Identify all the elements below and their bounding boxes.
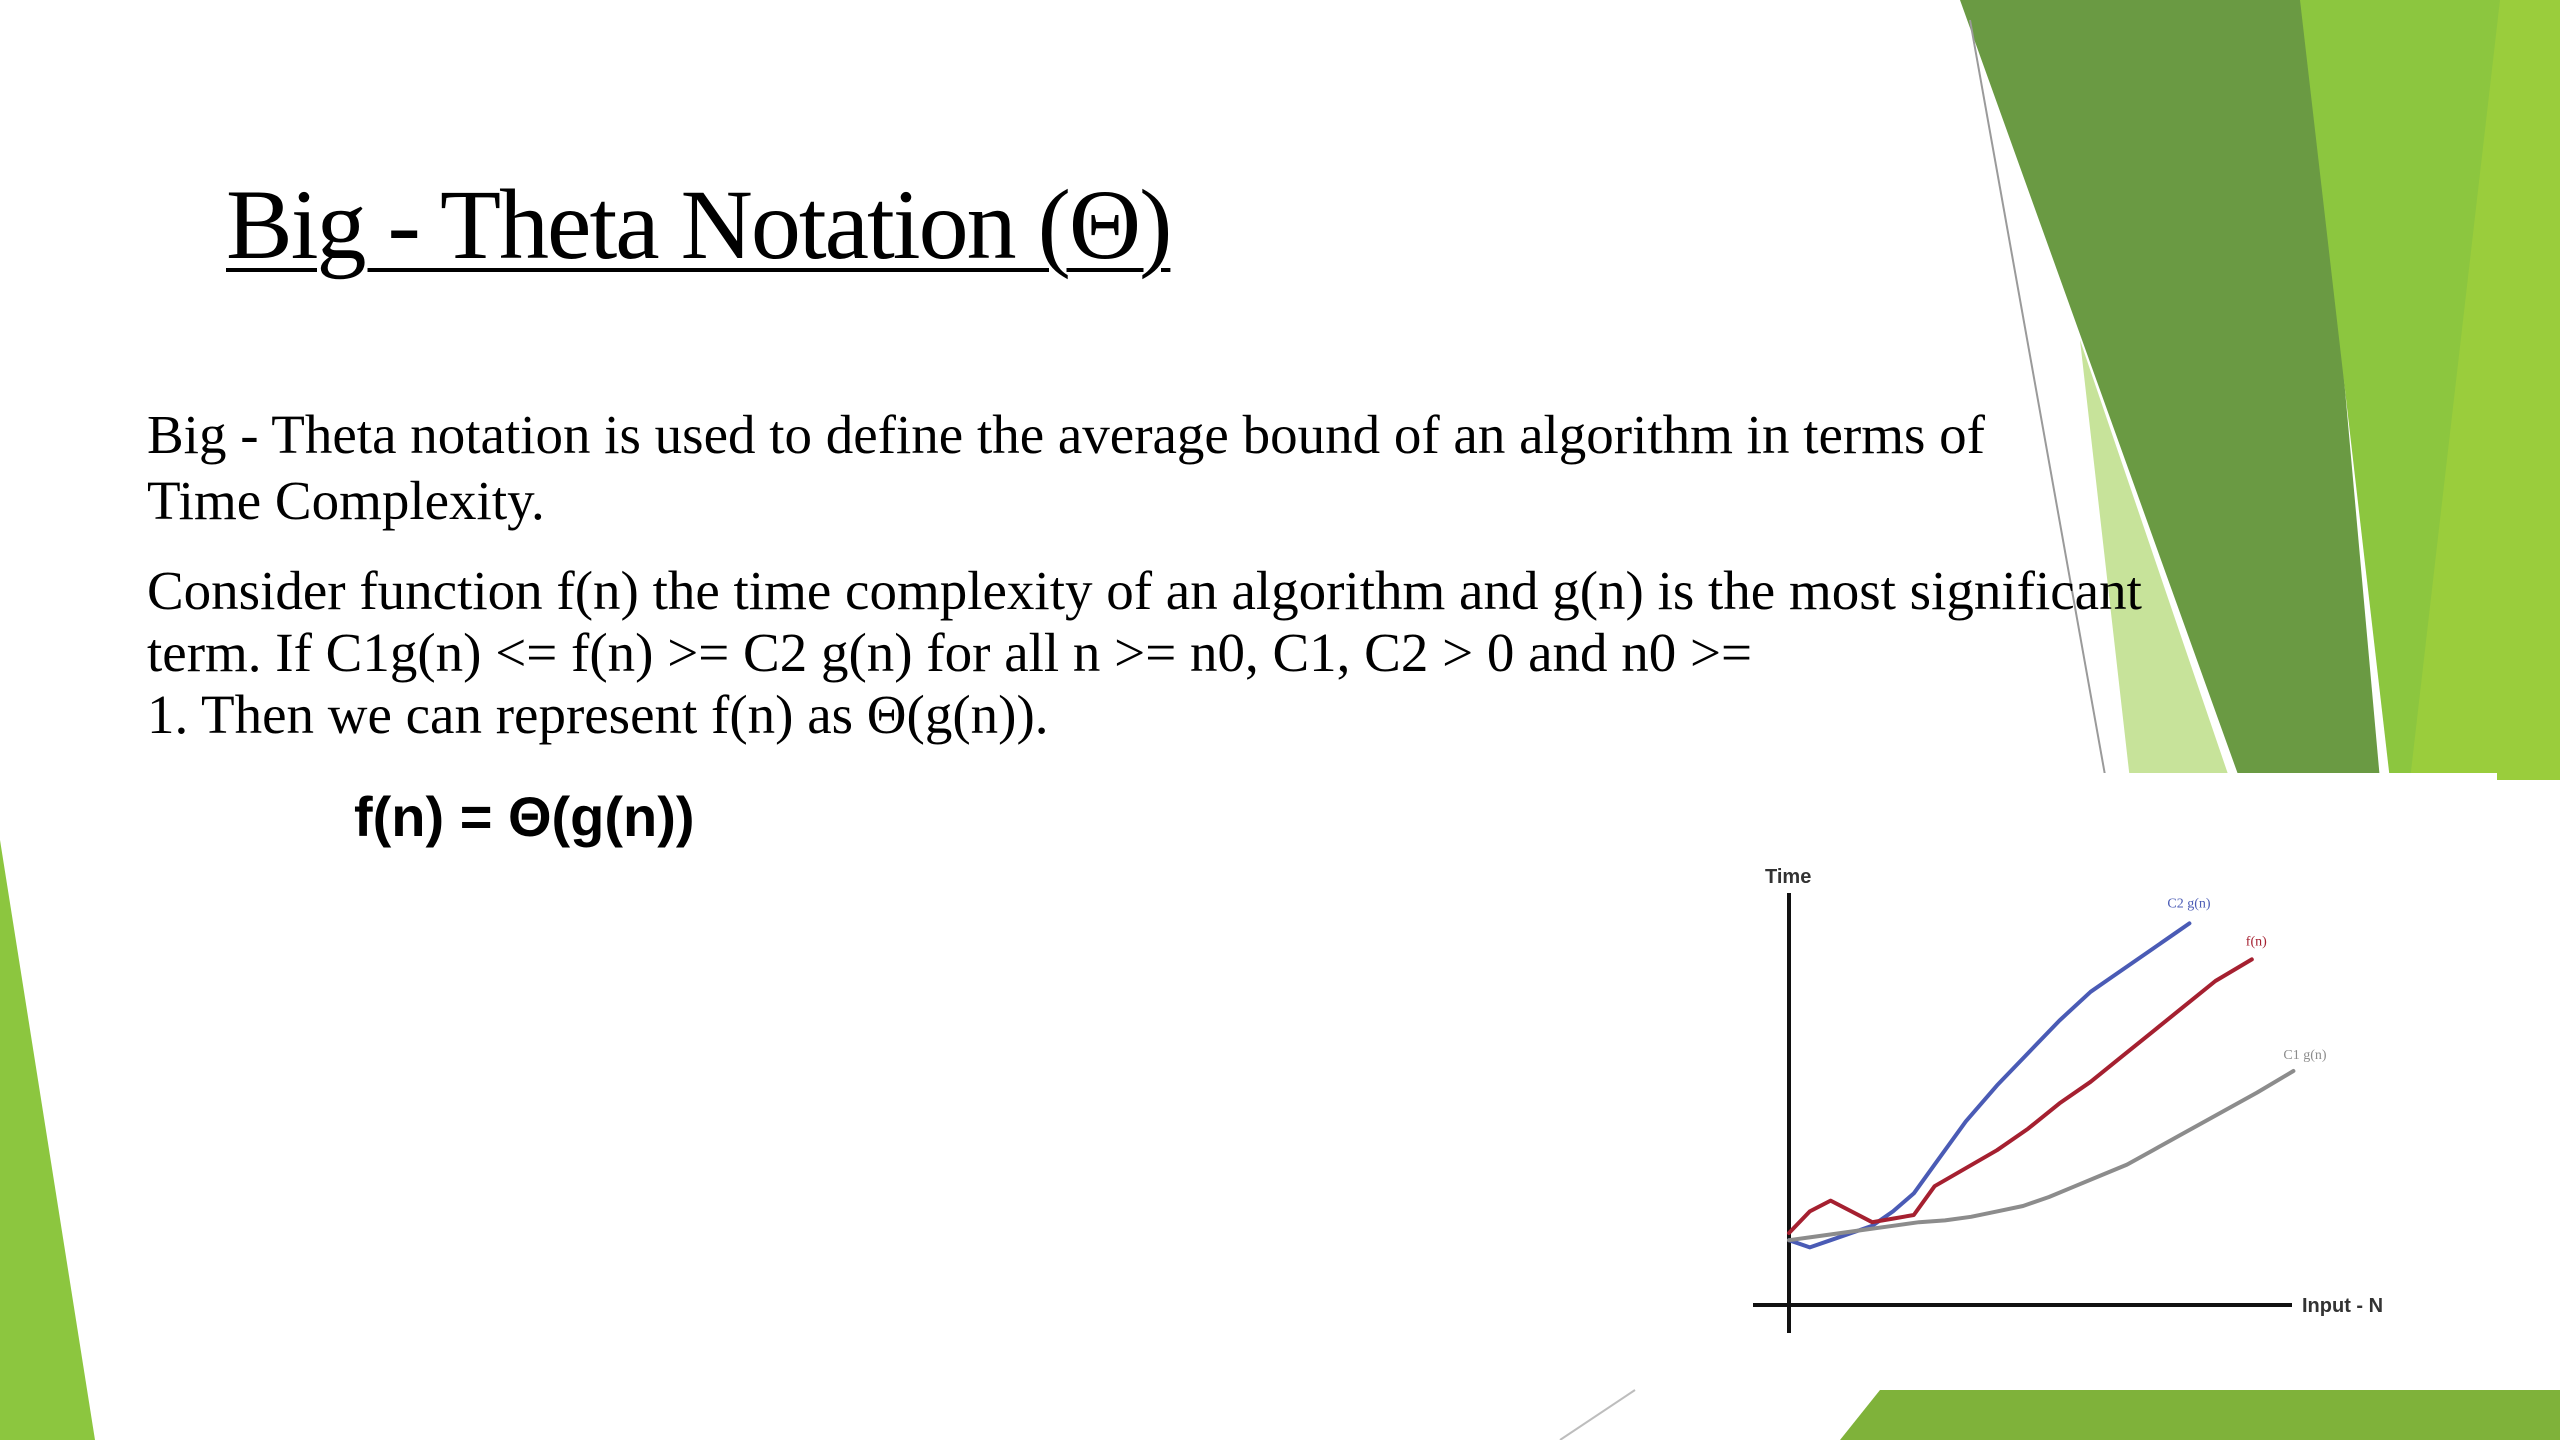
paragraph-line: term. If C1g(n) <= f(n) >= C2 g(n) for all n >= n0, C1, C2 > 0 and n0 >= bbox=[147, 622, 1753, 683]
slide-title: Big - Theta Notation (Θ) bbox=[226, 169, 1171, 280]
series-line-3 bbox=[1789, 1071, 2293, 1240]
chart-svg bbox=[1697, 773, 2497, 1390]
condition-paragraph bbox=[147, 560, 2297, 746]
series-label-1: C2 g(n) bbox=[2167, 896, 2211, 912]
paragraph-line: Big - Theta notation is used to define the average bound of an algorithm in terms of bbox=[147, 404, 1985, 465]
y-axis-label: Time bbox=[1765, 866, 1812, 888]
series-line-2 bbox=[1789, 959, 2252, 1233]
paragraph-line: Consider function f(n) the time complexity of an algorithm and g(n) is the most significant bbox=[147, 560, 2142, 621]
series-line-1 bbox=[1789, 923, 2189, 1247]
theta-formula: f(n) = Θ(g(n)) bbox=[354, 785, 695, 848]
series-label-3: C1 g(n) bbox=[2283, 1048, 2327, 1063]
series-layer bbox=[1789, 896, 2327, 1247]
x-axis-label: Input - N bbox=[2302, 1295, 2384, 1317]
green-shape-bottom-right bbox=[1840, 1390, 2560, 1440]
paragraph-line: 1. Then we can represent f(n) as Θ(g(n)). bbox=[147, 684, 1049, 745]
series-label-2: f(n) bbox=[2245, 934, 2267, 950]
theta-chart bbox=[1697, 773, 2497, 1390]
decorative-thin-line-bottom bbox=[1560, 1390, 1635, 1440]
green-shape-left-bottom bbox=[0, 840, 95, 1440]
paragraph-line: Time Complexity. bbox=[147, 470, 545, 531]
definition-paragraph bbox=[147, 402, 2297, 534]
